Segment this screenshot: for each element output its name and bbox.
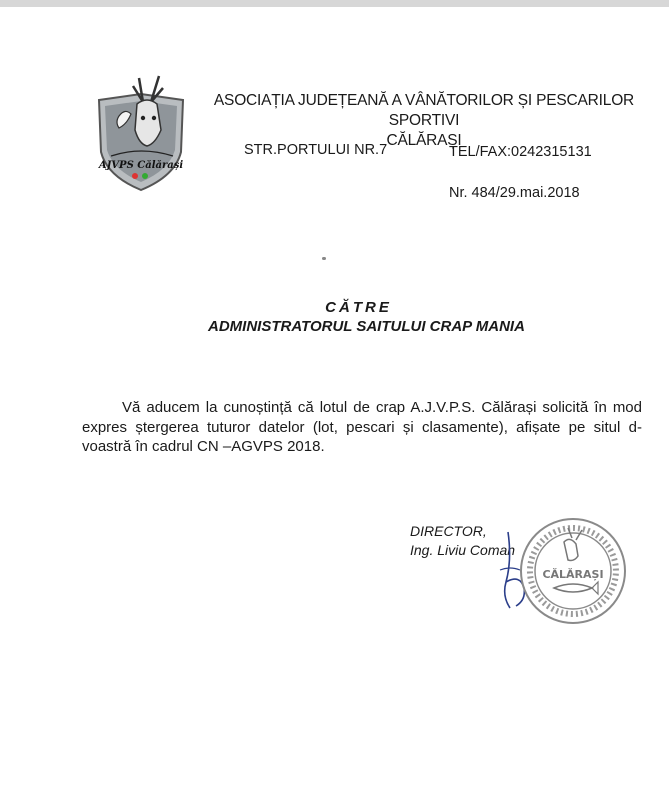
scan-speck	[322, 257, 326, 260]
official-stamp	[518, 516, 628, 626]
svg-text:AJVPS Călărași: AJVPS Călărași	[98, 160, 184, 171]
letter-body	[82, 398, 642, 457]
director-name: Ing. Liviu Coman	[410, 542, 516, 558]
recipient-heading: CĂTRE	[325, 299, 392, 316]
letter-paragraph: Vă aducem la cunoștință că lotul de crap A.J.V.P.S. Călărași solicită în mod expres ștergerea tuturor datelor (lot, pescari și clasamente), afișate pe situl d-voastră în cadrul CN –AGVPS 2018.	[82, 399, 642, 455]
organization-city: CĂLĂRAȘI	[386, 132, 462, 149]
registration-number: Nr. 484/29.mai.2018	[449, 185, 580, 201]
organization-name-line: ASOCIAȚIA JUDEȚEANĂ A VÂNĂTORILOR ȘI PESCARILOR SPORTIVI	[213, 92, 635, 129]
director-title: DIRECTOR,	[410, 523, 487, 539]
top-edge	[0, 0, 669, 7]
street-address: STR.PORTULUI NR.7	[244, 142, 388, 158]
recipient-addressee: ADMINISTRATORUL SAITULUI CRAP MANIA	[208, 318, 525, 335]
stamp-city: CĂLĂRAȘI	[542, 568, 604, 581]
tel-fax: TEL/FAX:0242315131	[449, 144, 592, 160]
association-logo	[95, 72, 187, 192]
